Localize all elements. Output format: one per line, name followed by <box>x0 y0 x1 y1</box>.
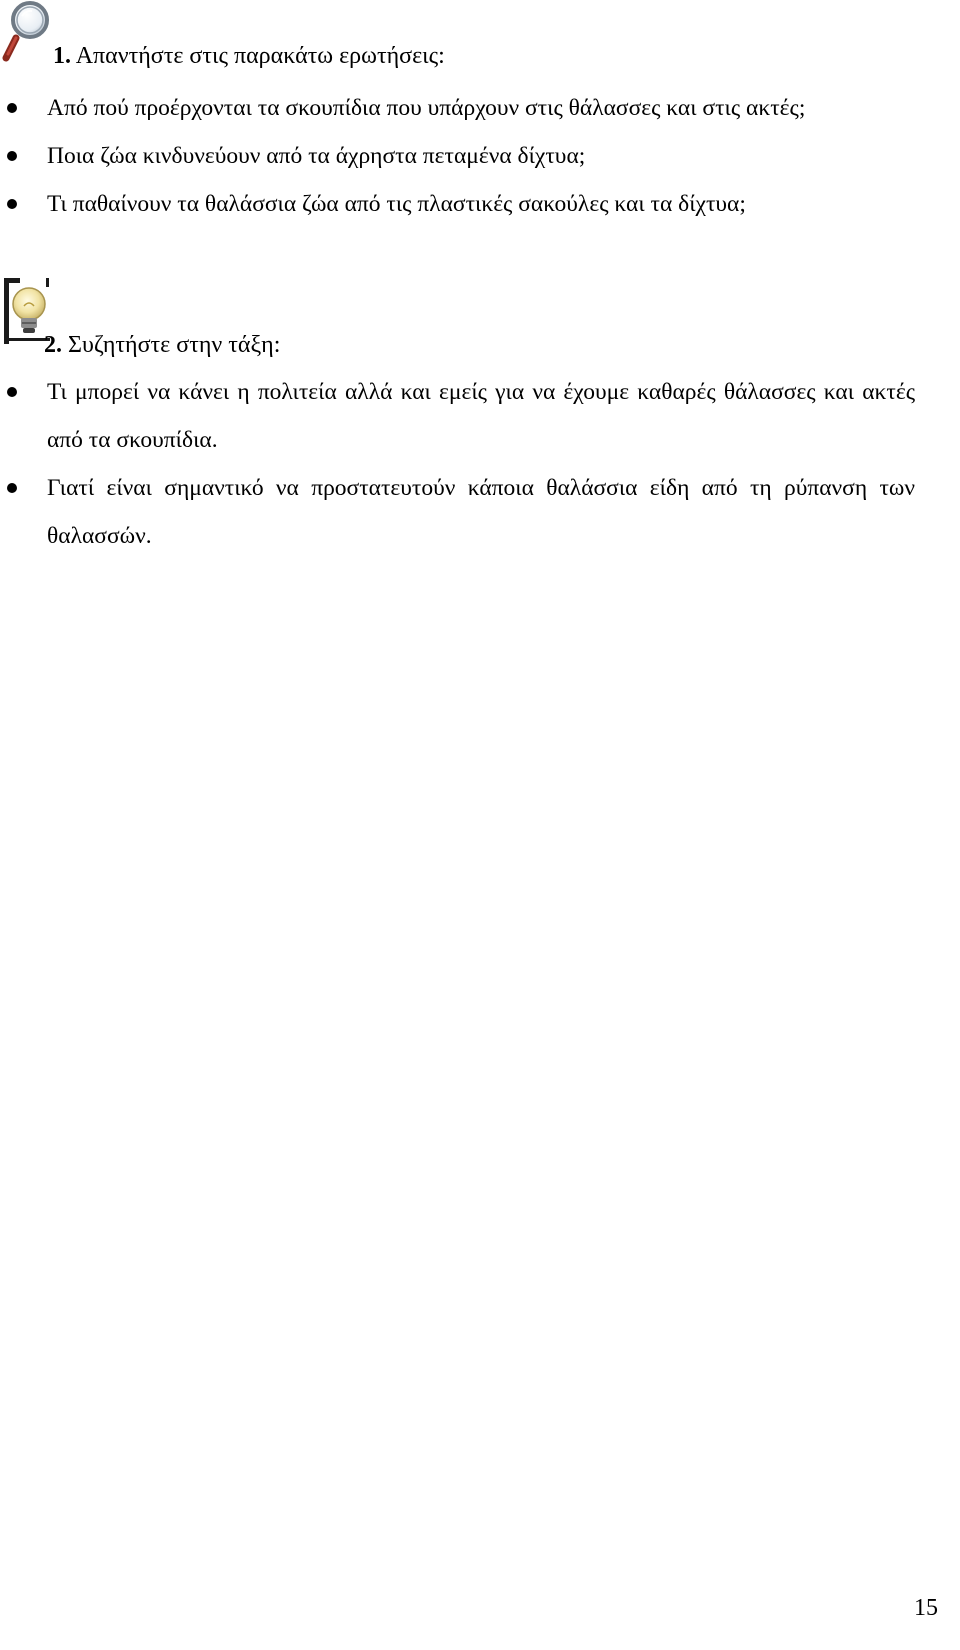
list-item <box>0 132 960 180</box>
question-text: Από πού προέρχονται τα σκουπίδια που υπάρχουν στις θάλασσες και στις ακτές; <box>47 95 806 121</box>
bullet-icon <box>7 199 17 209</box>
section-2-title <box>44 333 280 357</box>
list-item <box>0 464 960 560</box>
bullet-icon <box>7 151 17 161</box>
list-item <box>0 84 960 132</box>
section-2-number: 2. <box>44 332 62 358</box>
question-text: Γιατί είναι σημαντικό να προστατευτούν κάποια θαλάσσια είδη από τη ρύπανση των θαλασσών. <box>47 475 915 549</box>
bullet-icon <box>7 483 17 493</box>
bullet-icon <box>7 387 17 397</box>
question-text: Τι μπορεί να κάνει η πολιτεία αλλά και εμείς για να έχουμε καθαρές θάλασσες και ακτές από τα σκουπίδια. <box>47 379 915 453</box>
page-number: 15 <box>914 1595 938 1621</box>
section-1-title-text: Απαντήστε στις παρακάτω ερωτήσεις: <box>75 43 445 69</box>
list-item <box>0 368 960 464</box>
section-2-question-list <box>0 368 960 560</box>
section-1-question-list <box>0 84 960 228</box>
question-text: Τι παθαίνουν τα θαλάσσια ζώα από τις πλαστικές σακούλες και τα δίχτυα; <box>47 191 746 217</box>
question-text: Ποια ζώα κινδυνεύουν από τα άχρηστα πεταμένα δίχτυα; <box>47 143 586 169</box>
list-item <box>0 180 960 228</box>
section-2-title-text: Συζητήστε στην τάξη: <box>68 332 281 358</box>
magnifier-icon <box>2 0 54 64</box>
bullet-icon <box>7 103 17 113</box>
section-1-number: 1. <box>53 43 71 69</box>
section-1-title <box>53 44 445 68</box>
